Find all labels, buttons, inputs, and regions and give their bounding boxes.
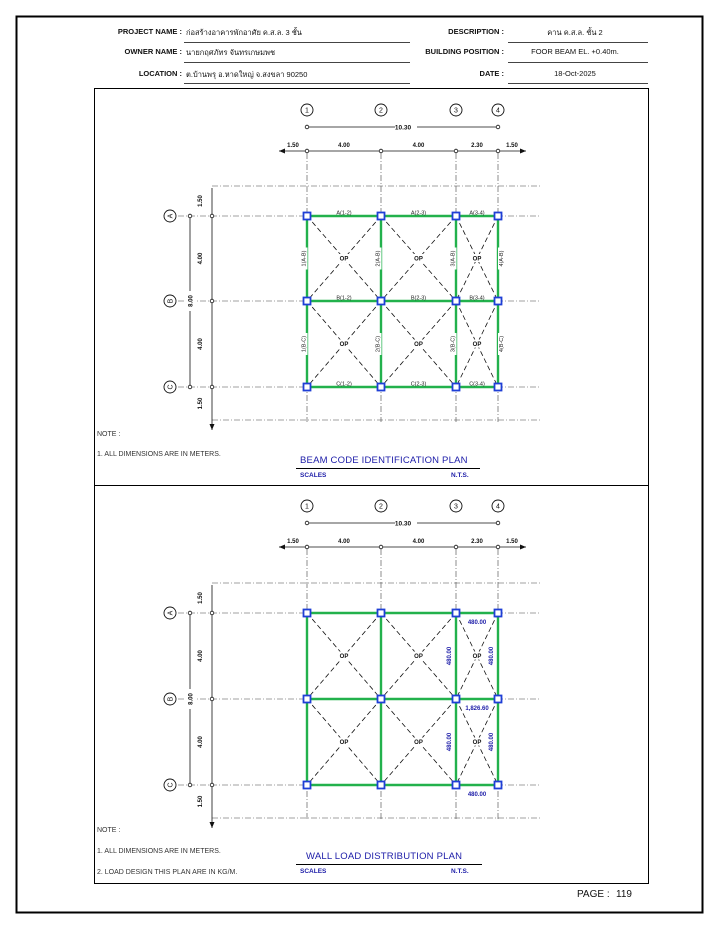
dim-arrow-left: [279, 545, 285, 550]
owner-name-label: OWNER NAME :: [124, 47, 182, 56]
beam-code-label: C(2-3): [410, 381, 427, 388]
beam-code-label: A(1-2): [336, 210, 352, 217]
plan2-title-underline: [296, 864, 482, 865]
wall-load-v4bc: 480.00: [489, 732, 495, 752]
plan1-scales-label: SCALES: [300, 472, 327, 479]
page-label: PAGE :: [577, 889, 610, 900]
grid-row-label-B: B: [167, 696, 175, 702]
row-span-dimension-1: 4.00: [198, 252, 204, 265]
column-marker: [453, 610, 460, 617]
span-dimension-0: 1.50: [287, 143, 299, 149]
building-position-label: BUILDING POSITION :: [425, 47, 504, 56]
slab-op-label: OP: [414, 740, 423, 746]
slab-op-label: OP: [414, 654, 423, 660]
span-dimension-1: 4.00: [338, 539, 350, 545]
plan2-scales-label: SCALES: [300, 868, 327, 875]
span-dimension-2: 4.00: [412, 539, 425, 545]
plan1-title-underline: [296, 468, 480, 469]
slab-op-label: OP: [339, 342, 349, 348]
grid-col-label-2: 2: [379, 107, 383, 115]
row-overall-dimension-text: 8.00: [188, 295, 195, 307]
column-marker: [378, 696, 385, 703]
beam-code-label: 1(B-C): [301, 335, 308, 353]
project-name-label: PROJECT NAME :: [117, 27, 182, 36]
grid-col-label-3: 3: [454, 107, 458, 115]
grid-col-label-2: 2: [379, 503, 383, 511]
span-dimension-0: 1.50: [287, 539, 299, 545]
column-marker: [378, 610, 385, 617]
column-marker: [453, 782, 460, 789]
beam-code-label: B(3-4): [469, 295, 485, 302]
beam-code-label: 2(B-C): [375, 335, 382, 353]
span-dim-tick: [305, 545, 309, 549]
grid-col-label-1: 1: [305, 503, 309, 511]
span-dimension-4: 1.50: [506, 539, 518, 545]
date-label: DATE :: [479, 69, 504, 78]
wall-load-v3bc: 480.00: [447, 732, 453, 752]
beam-code-label: 3(B-C): [450, 335, 457, 353]
span-dimension-3: 2.30: [471, 539, 483, 545]
span-dim-tick: [454, 545, 458, 549]
slab-op-label: OP: [472, 256, 482, 263]
row-dim-tick: [188, 783, 192, 787]
wall-load-b34: 1,826.60: [465, 706, 489, 712]
span-dimension-1: 4.00: [338, 143, 350, 149]
page-number: 119: [616, 889, 632, 900]
location-value: ต.บ้านพรุ อ.หาดใหญ่ จ.สงขลา 90250: [186, 70, 308, 79]
grid-col-label-1: 1: [305, 107, 309, 115]
beam-code-label: A(2-3): [410, 210, 427, 217]
wall-load-c34: 480.00: [467, 792, 487, 798]
column-marker: [495, 782, 502, 789]
grid-col-label-4: 4: [496, 107, 500, 115]
span-dimension-3: 2.30: [471, 143, 483, 149]
row-span-tick: [210, 611, 214, 615]
row-span-dimension-3: 1.50: [198, 397, 204, 410]
grid-row-label-C: C: [167, 782, 175, 788]
column-marker: [304, 696, 311, 703]
wall-load-v4ab: 480.00: [489, 646, 495, 666]
beam-code-label: 3(A-B): [450, 250, 457, 267]
beam-code-label: A(3-4): [469, 210, 485, 217]
column-marker: [495, 610, 502, 617]
dim-arrow-down: [210, 822, 215, 828]
slab-op-label: OP: [472, 342, 482, 348]
wall-load-v3ab: 480.00: [447, 646, 453, 666]
row-span-dimension-2: 4.00: [198, 338, 204, 350]
slab-op-label: OP: [339, 256, 349, 263]
description-value: คาน ค.ส.ล. ชั้น 2: [547, 28, 603, 37]
plan2-title: WALL LOAD DISTRIBUTION PLAN: [306, 851, 463, 862]
beam-code-label: C(3-4): [469, 381, 485, 388]
building-position-value: FOOR BEAM EL. +0.40m.: [531, 47, 619, 56]
span-dimension-4: 1.50: [506, 143, 518, 149]
span-dimension-2: 4.00: [412, 143, 425, 149]
beam-code-label: B(2-3): [410, 295, 427, 302]
description-label: DESCRIPTION :: [448, 27, 504, 36]
row-overall-dimension-text: 8.00: [188, 693, 195, 705]
plan1-note-title: NOTE :: [97, 431, 121, 438]
overall-dim-tick: [496, 521, 500, 525]
row-span-tick: [210, 697, 214, 701]
column-marker: [495, 696, 502, 703]
row-span-tick: [210, 783, 214, 787]
slab-op-label: OP: [414, 256, 423, 263]
owner-name-value: นายกฤศภัทร จันทรเกษมพช: [186, 48, 276, 57]
plan1-title: BEAM CODE IDENTIFICATION PLAN: [300, 455, 468, 466]
overall-dimension-text: 10.30: [394, 520, 412, 528]
grid-row-label-A: A: [167, 610, 175, 616]
date-value: 18-Oct-2025: [554, 69, 596, 78]
beam-code-label: C(1-2): [336, 381, 352, 388]
slab-op-label: OP: [339, 740, 349, 746]
row-span-dimension-0: 1.50: [198, 195, 204, 207]
plan1-scales-value: N.T.S.: [451, 472, 469, 479]
plan1-note-1: 1. ALL DIMENSIONS ARE IN METERS.: [97, 451, 221, 458]
row-span-dimension-1: 4.00: [198, 650, 204, 662]
project-name-value: ก่อสร้างอาคารพักอาศัย ค.ส.ล. 3 ชั้น: [186, 28, 302, 37]
beam-code-label: 4(A-B): [499, 250, 505, 267]
row-span-dimension-2: 4.00: [198, 736, 204, 748]
row-dim-tick: [188, 611, 192, 615]
span-dim-tick: [379, 545, 383, 549]
plan2-note-2: 2. LOAD DESIGN THIS PLAN ARE IN KG/M.: [97, 869, 238, 876]
beam-code-label: 2(A-B): [375, 250, 382, 267]
location-label: LOCATION :: [138, 69, 182, 78]
row-span-dimension-0: 1.50: [198, 592, 204, 604]
grid-col-label-3: 3: [454, 503, 458, 511]
slab-op-label: OP: [472, 654, 482, 660]
beam-code-label: 4(B-C): [499, 335, 505, 353]
row-span-dimension-3: 1.50: [198, 795, 204, 808]
beam-code-label: 1(A-B): [301, 250, 308, 267]
beam-code-label: B(1-2): [336, 295, 352, 302]
plan2-note-1: 1. ALL DIMENSIONS ARE IN METERS.: [97, 848, 221, 855]
wall-load-a34: 480.00: [467, 620, 487, 626]
overall-dim-tick: [305, 521, 309, 525]
slab-op-label: OP: [339, 654, 349, 660]
grid-col-label-4: 4: [496, 503, 500, 511]
span-dim-tick: [496, 545, 500, 549]
column-marker: [304, 782, 311, 789]
plan2-note-title: NOTE :: [97, 827, 121, 834]
plan2-scales-value: N.T.S.: [451, 868, 469, 875]
column-marker: [378, 782, 385, 789]
dim-arrow-right: [520, 545, 526, 550]
slab-op-label: OP: [414, 342, 423, 348]
slab-op-label: OP: [472, 740, 482, 746]
column-marker: [304, 610, 311, 617]
column-marker: [453, 696, 460, 703]
overall-dimension-text: 10.30: [394, 124, 412, 132]
grid-row-label-B: B: [167, 298, 175, 304]
grid-row-label-C: C: [167, 384, 175, 390]
grid-row-label-A: A: [167, 213, 175, 219]
